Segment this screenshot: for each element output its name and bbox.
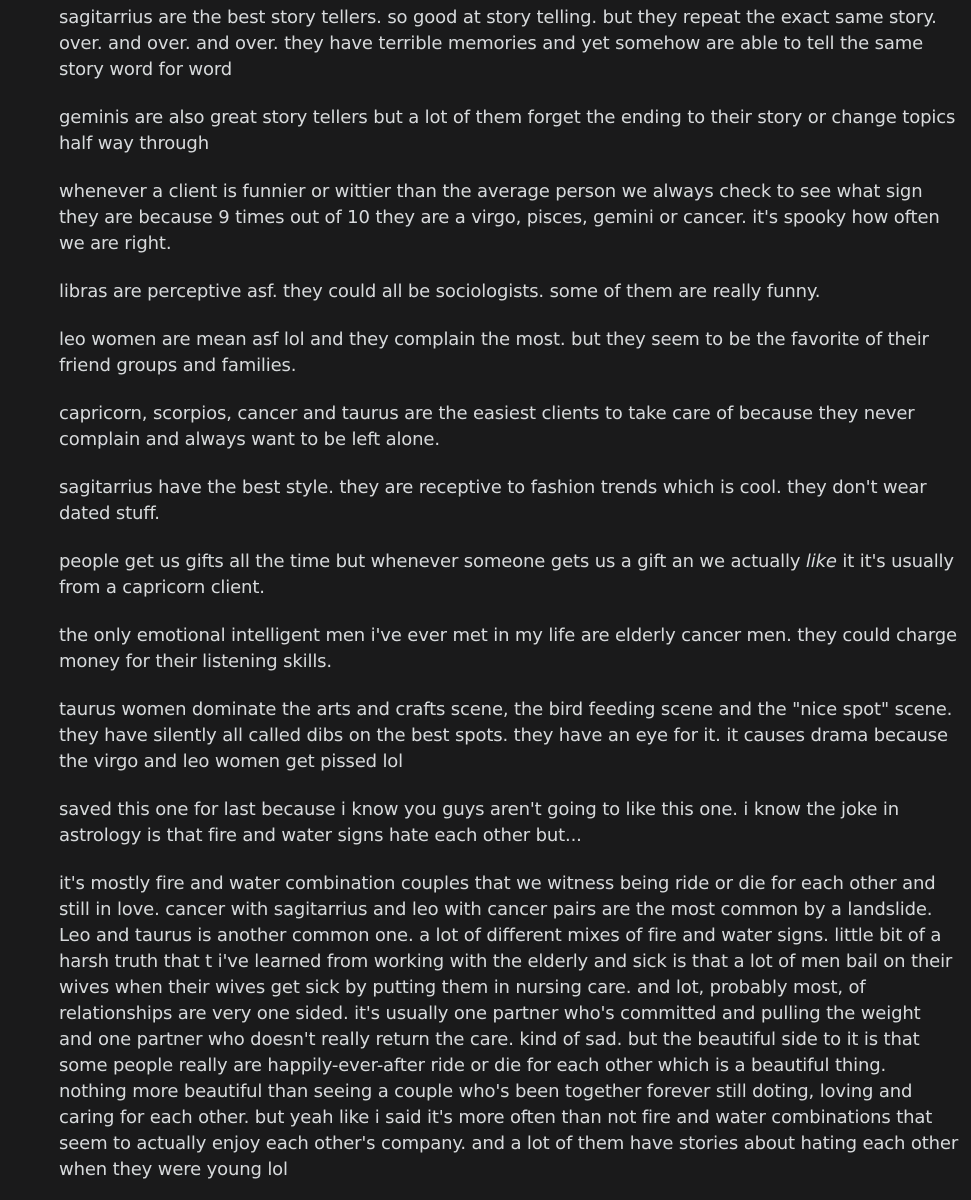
paragraph-libras: libras are perceptive asf. they could all be sociologists. some of them are really funny.: [59, 281, 821, 302]
paragraph-sagitarrius-style: sagitarrius have the best style. they are receptive to fashion trends which is cool. they don't wear dated stuff.: [59, 477, 927, 524]
post-body: [59, 0, 959, 1183]
paragraph-funny-clients: whenever a client is funnier or wittier than the average person we always check to see what sign they are because 9 times out of 10 they are a virgo, pisces, gemini or cancer. it's spooky how often we are right.: [59, 181, 940, 254]
gifts-text-after: it it's usually from a capricorn client.: [59, 551, 954, 598]
paragraph-gifts: [59, 549, 959, 601]
paragraph-fire-water-couples: it's mostly fire and water combination couples that we witness being ride or die for each other and still in love. cancer with sagitarrius and leo with cancer pairs are the most common by a landslide. Leo and taurus is another common one. a lot of different mixes of fire and water signs. little bit of a harsh truth that t i've learned from working with the elderly and sick is that a lot of men bail on their wives when their wives get sick by putting them in nursing care. and lot, probably most, of relationships are very one sided. it's usually one partner who's committed and pulling the weight and one partner who doesn't really return the care. kind of sad. but the beautiful side to it is that some people really are happily-ever-after ride or die for each other which is a beautiful thing. nothing more beautiful than seeing a couple who's been together forever still doting, loving and caring for each other. but yeah like i said it's more often than not fire and water combinations that seem to actually enjoy each other's company. and a lot of them have stories about hating each other when they were young lol: [59, 873, 959, 1180]
paragraph-saved-for-last: saved this one for last because i know you guys aren't going to like this one. i know the joke in astrology is that fire and water signs hate each other but...: [59, 799, 899, 846]
paragraph-easiest-clients: capricorn, scorpios, cancer and taurus are the easiest clients to take care of because they never complain and always want to be left alone.: [59, 403, 915, 450]
paragraph-leo-women: leo women are mean asf lol and they complain the most. but they seem to be the favorite of their friend groups and families.: [59, 329, 929, 376]
paragraph-geminis: geminis are also great story tellers but a lot of them forget the ending to their story or change topics half way through: [59, 107, 956, 154]
paragraph-taurus-women: taurus women dominate the arts and crafts scene, the bird feeding scene and the "nice spot" scene. they have silently all called dibs on the best spots. they have an eye for it. it causes drama because the virgo and leo women get pissed lol: [59, 699, 953, 772]
paragraph-cancer-men: the only emotional intelligent men i've ever met in my life are elderly cancer men. they could charge money for their listening skills.: [59, 625, 957, 672]
gifts-text-emphasis: like: [805, 551, 837, 572]
paragraph-sagitarrius-storytellers: sagitarrius are the best story tellers. so good at story telling. but they repeat the exact same story. over. and over. and over. they have terrible memories and yet somehow are able to tell the same story word for word: [59, 7, 937, 80]
gifts-text-before: people get us gifts all the time but whenever someone gets us a gift an we actually: [59, 551, 806, 572]
